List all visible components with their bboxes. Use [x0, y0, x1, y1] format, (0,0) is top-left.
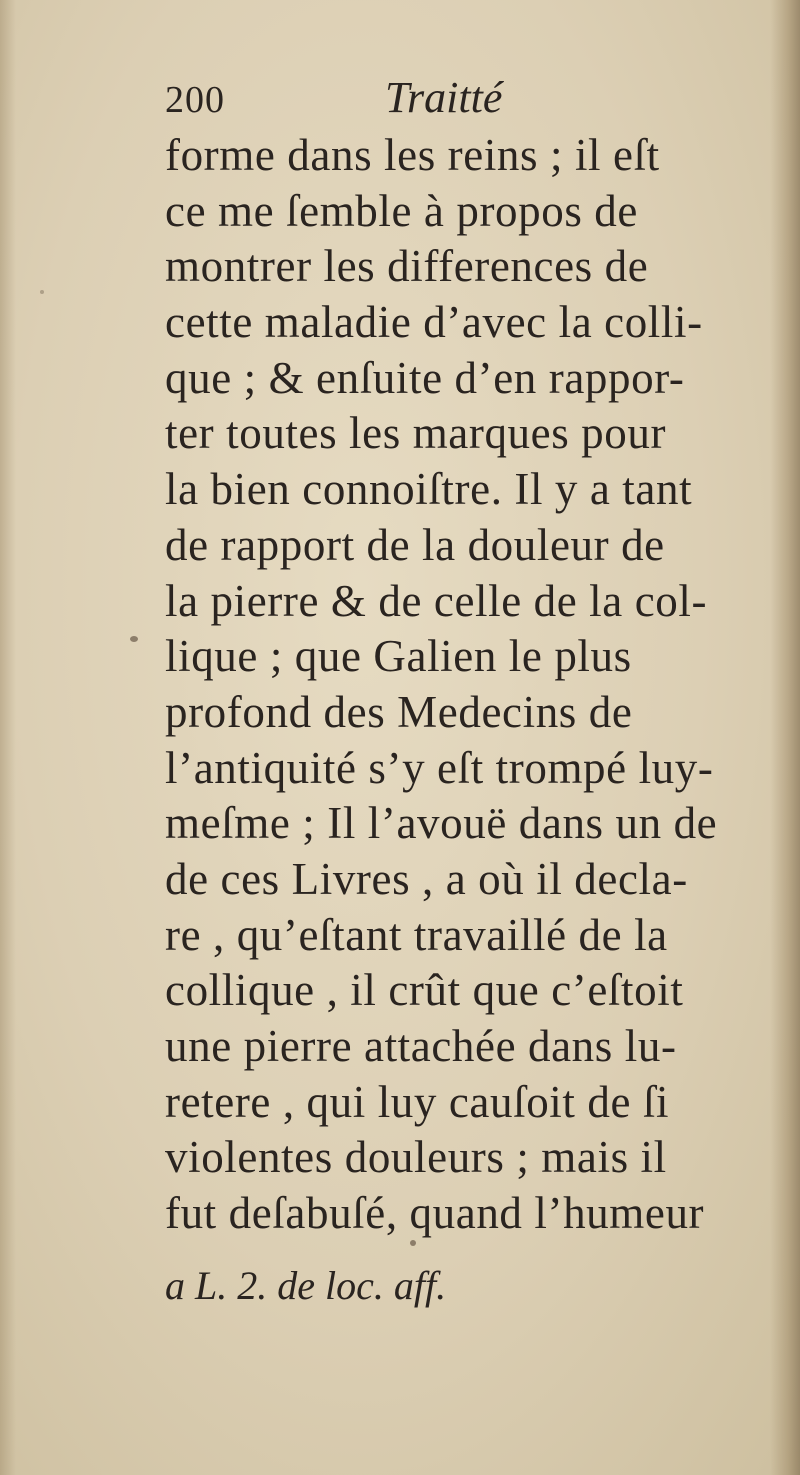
- text-line: forme dans les reins ; il eſt: [165, 130, 660, 180]
- text-line: la pierre & de celle de la col-: [165, 575, 708, 626]
- text-line: collique , il crût que c’eſtoit: [165, 965, 684, 1016]
- text-line: re , qu’eſtant travaillé de la: [165, 909, 668, 960]
- text-line: meſme ; Il l’avouë dans un de: [165, 798, 718, 849]
- page-right-shadow: [770, 0, 800, 1475]
- text-line: ter toutes les marques pour: [165, 408, 667, 459]
- text-line: lique ; que Galien le plus: [165, 631, 632, 682]
- text-line: cette maladie d’avec la colli-: [165, 297, 703, 348]
- text-line: profond des Medecins de: [165, 686, 633, 737]
- text-line: de ces Livres , a où il decla-: [165, 853, 688, 904]
- page-number: 200: [165, 79, 225, 121]
- text-line: de rapport de la douleur de: [165, 519, 665, 570]
- running-head: Traitté: [385, 73, 503, 122]
- text-line: la bien connoiſtre. Il y a tant: [165, 464, 693, 515]
- text-line: violentes douleurs ; mais il: [165, 1132, 667, 1183]
- page-header: [165, 72, 725, 128]
- footnote: a L. 2. de loc. aff.: [165, 1263, 447, 1308]
- text-line: fut deſabuſé, quand l’humeur: [165, 1188, 705, 1239]
- paper-speck: [410, 1240, 416, 1246]
- text-line: ce me ſemble à propos de: [165, 185, 638, 236]
- paper-speck: [40, 290, 44, 294]
- text-line: que ; & enſuite d’en rappor-: [165, 352, 685, 403]
- text-line: une pierre attachée dans lu-: [165, 1021, 677, 1071]
- body-text: [165, 128, 765, 1242]
- text-line: retere , qui luy cauſoit de ſi: [165, 1076, 670, 1127]
- text-line: montrer les differences de: [165, 241, 649, 292]
- text-line: l’antiquité s’y eſt trompé luy-: [165, 742, 714, 793]
- page-left-shadow: [0, 0, 16, 1475]
- paper-speck: [130, 636, 138, 642]
